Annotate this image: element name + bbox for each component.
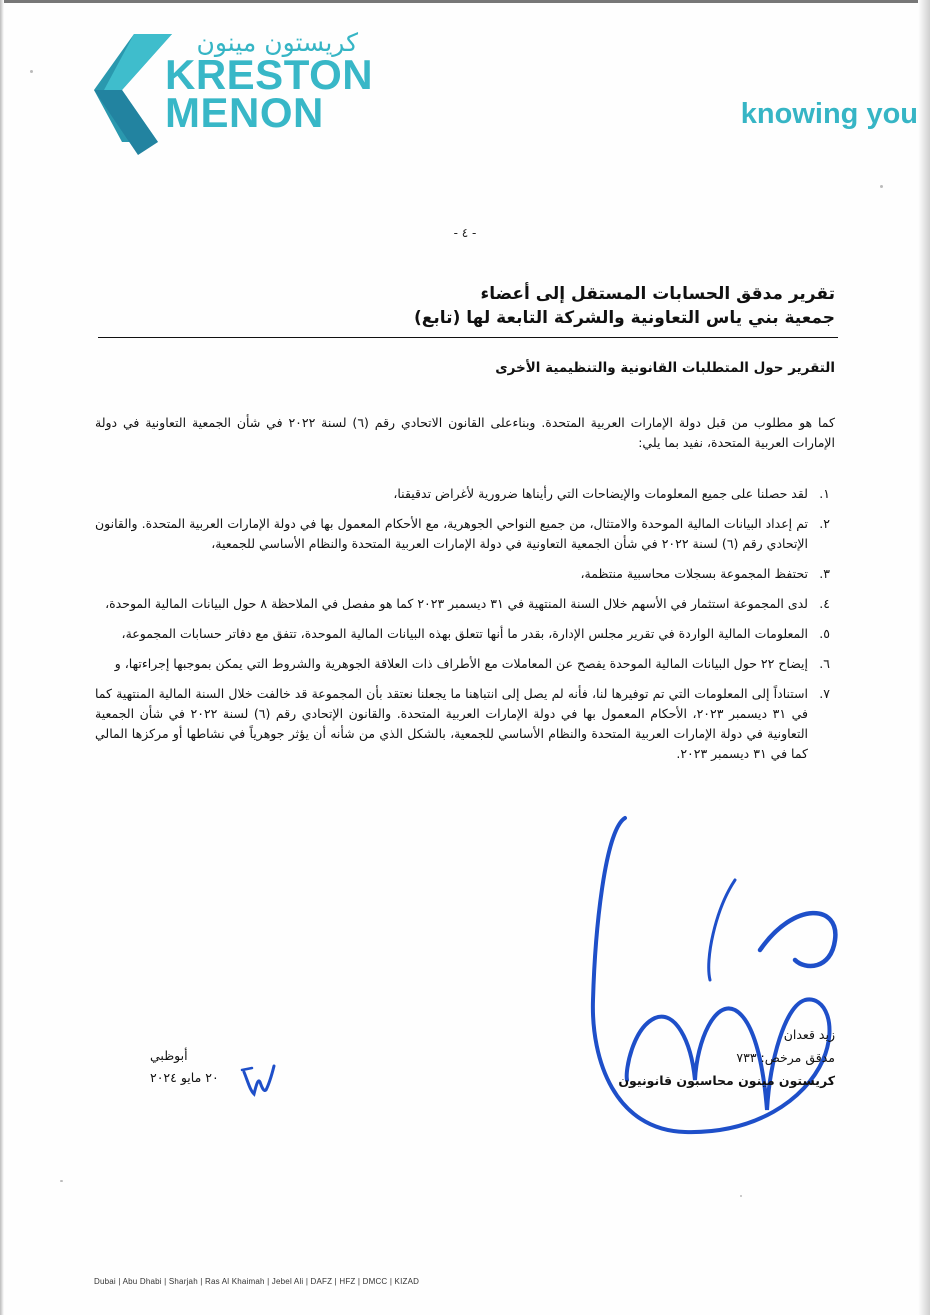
report-date: ٢٠ مايو ٢٠٢٤ xyxy=(150,1070,219,1085)
scan-speck xyxy=(60,1180,63,1182)
list-item-number: ٢. xyxy=(819,516,830,531)
tagline: knowing you xyxy=(740,98,918,130)
list-item-text: إيضاح ٢٢ حول البيانات المالية الموحدة يفصح عن المعاملات مع الأطراف ذات العلاقة الجوهرية والشروط التي يمكن بموجبها إجراءتها، و xyxy=(114,656,808,671)
signatory-block xyxy=(618,1023,835,1092)
list-item xyxy=(95,514,830,554)
section-heading: التقرير حول المتطلبات القانونية والتنظيمية الأخرى xyxy=(495,360,835,376)
kreston-logo-mark-icon xyxy=(92,32,172,157)
logo-arabic-text: كريستون مينون xyxy=(196,28,358,57)
list-item-text: المعلومات المالية الواردة في تقرير مجلس الإدارة، بقدر ما أنها تتعلق بهذه البيانات المالية الموحدة، تتفق مع دفاتر حسابات المجموعة، xyxy=(121,626,808,641)
list-item-number: ٦. xyxy=(819,656,830,671)
report-title-line1: تقرير مدقق الحسابات المستقل إلى أعضاء xyxy=(480,284,835,304)
signatory-firm: كريستون مينون محاسبون قانونيون xyxy=(618,1073,835,1088)
footer-offices: Dubai | Abu Dhabi | Sharjah | Ras Al Khaimah | Jebel Ali | DAFZ | HFZ | DMCC | KIZAD xyxy=(94,1277,420,1286)
list-item xyxy=(95,654,830,674)
list-item-number: ٤. xyxy=(819,596,830,611)
list-item-number: ٧. xyxy=(819,686,830,701)
list-item-text: لدى المجموعة استثمار في الأسهم خلال السنة المنتهية في ٣١ ديسمبر ٢٠٢٣ كما هو مفصل في الملاحظة ٨ حول البيانات المالية الموحدة، xyxy=(105,596,808,611)
list-item-number: ٣. xyxy=(819,566,830,581)
list-item xyxy=(95,594,830,614)
logo-line-menon: MENON xyxy=(165,89,324,136)
list-item-text: تحتفظ المجموعة بسجلات محاسبية منتظمة، xyxy=(580,566,808,581)
page-number: - ٤ - xyxy=(453,226,477,240)
signatory-license: مدقق مرخص: ٧٣٣ xyxy=(736,1050,835,1065)
list-item-text: استناداً إلى المعلومات التي تم توفيرها لنا، فأنه لم يصل إلى انتباهنا ما يجعلنا نعتقد بأن المجموعة قد خالفت خلال السنة المالية المنتهية كما في ٣١ ديسمبر ٢٠٢٣، الأحكام المعمول بها في دولة الإمارات العربية المتحدة. والقانون الإتحادي رقم (٦) لسنة ٢٠٢٢ في شأن الجمعية التعاونية في دولة الإمارات العربية المتحدة والنظام الأساسي للجمعية، بالشكل الذي من شأنه أن يؤثر جوهرياً في نشاطها أو مركزها المالي كما في ٣١ ديسمبر ٢٠٢٣. xyxy=(95,686,808,761)
scan-edge-right xyxy=(918,0,930,1315)
intro-paragraph: كما هو مطلوب من قبل دولة الإمارات العربية المتحدة. وبناءعلى القانون الاتحادي رقم (٦) لسنة ٢٠٢٢ في شأن الجمعية التعاونية في دولة الإمارات العربية المتحدة، نفيد بما يلي: xyxy=(95,415,835,450)
list-item-text: تم إعداد البيانات المالية الموحدة والامتثال، من جميع النواحي الجوهرية، مع الأحكام المعمول بها في دولة الإمارات العربية المتحدة. والقانون الإتحادي رقم (٦) لسنة ٢٠٢٢ في شأن الجمعية التعاونية في دولة الإمارات العربية المتحدة والنظام الأساسي للجمعية، xyxy=(95,516,808,551)
scan-edge-top xyxy=(0,0,930,3)
logo-line-kreston: KRESTON xyxy=(165,51,374,98)
logo-wordmark xyxy=(165,51,374,136)
signatory-name: زيد قعدان xyxy=(783,1027,835,1042)
findings-list xyxy=(95,484,830,774)
list-item xyxy=(95,484,830,504)
report-title xyxy=(414,282,835,330)
list-item xyxy=(95,624,830,644)
scan-speck xyxy=(740,1195,742,1197)
list-item xyxy=(95,564,830,584)
list-item-text: لقد حصلنا على جميع المعلومات والإيضاحات التي رأيناها ضرورية لأغراض تدقيقنا، xyxy=(393,486,808,501)
list-item xyxy=(95,684,830,764)
handwritten-initial xyxy=(238,1060,278,1100)
scan-speck xyxy=(30,70,33,73)
place-city: أبوظبي xyxy=(150,1048,188,1063)
scan-speck xyxy=(880,185,883,188)
title-underline xyxy=(98,337,838,338)
list-item-number: ٥. xyxy=(819,626,830,641)
list-item-number: ١. xyxy=(819,486,830,501)
report-title-line2: جمعية بني ياس التعاونية والشركة التابعة لها (تابع) xyxy=(414,308,835,328)
scan-edge-left xyxy=(0,0,4,1315)
